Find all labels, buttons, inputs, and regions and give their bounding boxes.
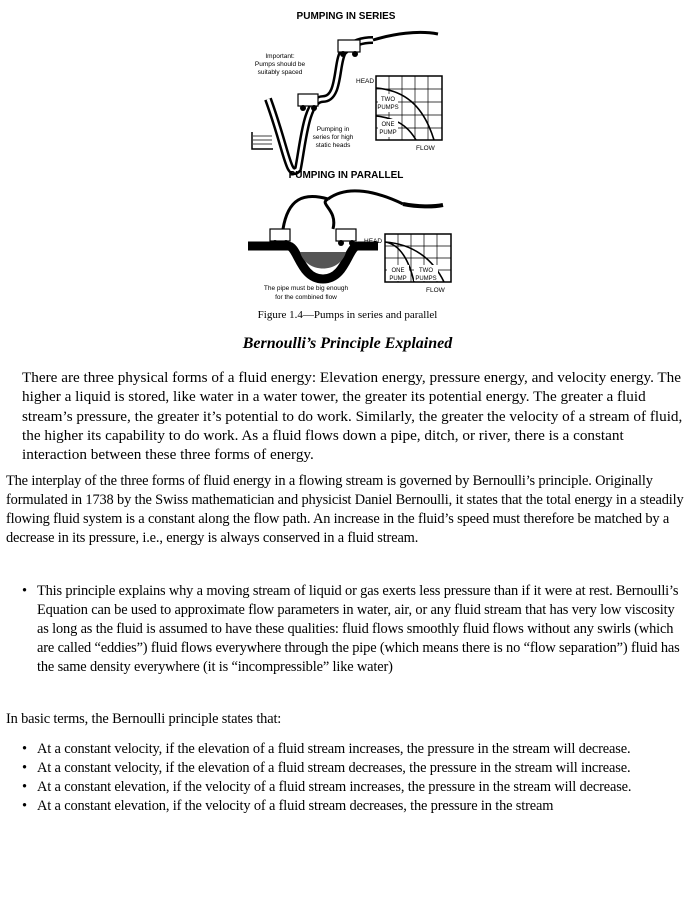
list-item-text: At a constant elevation, if the velocity of a fluid stream decreases, the pressure in the stream — [37, 798, 554, 814]
figure-caption: Figure 1.4—Pumps in series and parallel — [257, 309, 438, 321]
series-label-1: Pumping in — [316, 126, 350, 133]
bullet-marker: • — [22, 583, 27, 599]
series-note-1: Important: — [265, 53, 295, 60]
list-item-text: This principle explains why a moving stream of liquid or gas exerts less pressure than if it were at rest. Bernoulli’s Equation can be used to approximate flow parameters in water, air, or any fluid stream that has very low viscosity as long as the fluid is assumed to have these qualities: fluid flows smoothly fluid flows without any swirls (which are called “eddies”) fluid flows everywhere through the pipe (which means there is no “flow separation”) fluid has the same density everywhere (it is “incompressible” like water) — [37, 583, 680, 675]
series-pump-upper — [338, 40, 360, 57]
series-note-2: Pumps should be — [254, 61, 306, 68]
pumps-illustration — [228, 4, 468, 304]
intro-paragraph: There are three physical forms of a fluid energy: Elevation energy, pressure energy, and velocity energy. The higher a liquid is stored, like water in a water tower, the greater its potential energy. The greater a fluid stream’s pressure, the greater it’s potential to do work. Similarly, the greater the velocity of a stream of fluid, the higher its capability to do work. As a fluid flows down a pipe, ditch, or river, there is a constant interaction between these three forms of energy. — [22, 369, 683, 464]
series-outlet-pipe — [373, 32, 438, 40]
series-head-label: HEAD — [356, 78, 375, 85]
series-note-3: suitably spaced — [257, 69, 303, 76]
parallel-flow-label: FLOW — [426, 287, 445, 294]
parallel-note-1: The pipe must be big enough — [263, 285, 349, 292]
parallel-head-label: HEAD — [364, 238, 383, 245]
parallel-pipes — [283, 191, 403, 229]
list-item — [22, 740, 690, 759]
bullet-marker: • — [22, 779, 27, 795]
bullet-marker: • — [22, 798, 27, 814]
series-pump-label: PUMP — [379, 130, 397, 136]
list-item-text: At a constant elevation, if the velocity of a fluid stream increases, the pressure in the stream will decrease. — [37, 779, 632, 795]
series-label-3: static heads — [315, 142, 351, 149]
parallel-pumps-label: PUMPS — [415, 276, 437, 282]
list-item-text: At a constant velocity, if the elevation of a fluid stream decreases, the pressure in the stream will increase. — [37, 760, 631, 776]
principle-list — [22, 582, 687, 677]
list-item-text: At a constant velocity, if the elevation of a fluid stream increases, the pressure in the stream will decrease. — [37, 741, 631, 757]
parallel-pump-right — [336, 229, 356, 246]
series-flow-label: FLOW — [416, 145, 435, 152]
pumps-figure — [228, 4, 468, 304]
list-item — [22, 582, 687, 677]
bernoulli-paragraph: The interplay of the three forms of fluid energy in a flowing stream is governed by Bernoulli’s principle. Originally formulated in 1738 by the Swiss mathematician and physicist Daniel Bernoulli, it states that the total energy in a steadily flowing fluid system is a constant along the flow path. An increase in the fluid’s speed must therefore be matched by a decrease in its pressure, i.e., energy is always conserved in a fluid stream. — [6, 473, 684, 546]
list-item — [22, 797, 690, 816]
series-pumps-label: PUMPS — [377, 105, 399, 111]
series-reservoir — [252, 132, 273, 149]
parallel-pump-label: PUMP — [389, 276, 407, 282]
basic-terms-paragraph: In basic terms, the Bernoulli principle states that: — [6, 711, 282, 727]
list-item — [22, 759, 690, 778]
parallel-note-2: for the combined flow — [275, 294, 337, 301]
parallel-title: PUMPING IN PARALLEL — [288, 170, 404, 181]
series-label-2: series for high — [312, 134, 354, 141]
series-one-label: ONE — [381, 122, 395, 128]
bullet-marker: • — [22, 760, 27, 776]
bullet-marker: • — [22, 741, 27, 757]
list-item — [22, 778, 690, 797]
parallel-two-label: TWO — [419, 268, 433, 274]
statements-list — [22, 740, 690, 816]
section-heading: Bernoulli’s Principle Explained — [242, 335, 453, 352]
series-title: PUMPING IN SERIES — [296, 11, 396, 22]
parallel-one-label: ONE — [391, 268, 405, 274]
series-two-label: TWO — [381, 97, 395, 103]
